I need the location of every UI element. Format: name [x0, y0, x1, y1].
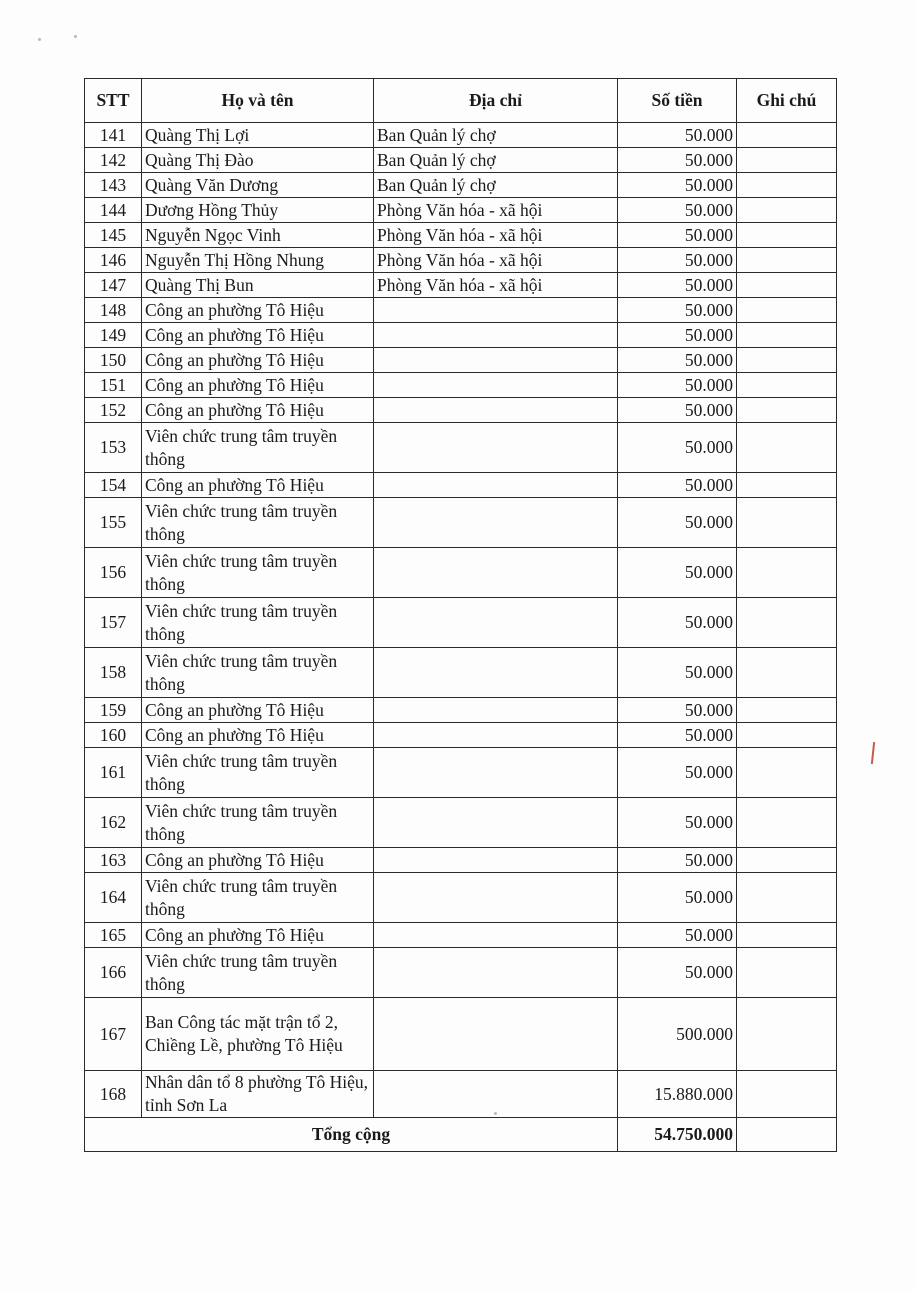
row-name: Viên chức trung tâm truyền thông	[142, 423, 374, 473]
row-stt: 161	[85, 748, 142, 798]
row-name: Nguyễn Ngọc Vinh	[142, 223, 374, 248]
table-row	[85, 298, 837, 323]
row-amount: 50.000	[618, 323, 737, 348]
row-amount: 50.000	[618, 473, 737, 498]
row-amount: 50.000	[618, 273, 737, 298]
table-row	[85, 873, 837, 923]
row-name: Công an phường Tô Hiệu	[142, 723, 374, 748]
row-note	[737, 748, 837, 798]
row-note	[737, 348, 837, 373]
table-row	[85, 923, 837, 948]
row-stt: 150	[85, 348, 142, 373]
row-amount: 50.000	[618, 498, 737, 548]
row-amount: 15.880.000	[618, 1071, 737, 1118]
row-address	[374, 873, 618, 923]
donation-table	[84, 78, 837, 1152]
row-stt: 154	[85, 473, 142, 498]
table-row	[85, 648, 837, 698]
table-row	[85, 1071, 837, 1118]
row-name: Quàng Thị Bun	[142, 273, 374, 298]
header-address: Địa chỉ	[374, 79, 618, 123]
row-name: Công an phường Tô Hiệu	[142, 323, 374, 348]
row-name: Công an phường Tô Hiệu	[142, 473, 374, 498]
row-note	[737, 598, 837, 648]
row-stt: 141	[85, 123, 142, 148]
scan-speck	[74, 35, 77, 38]
row-amount: 50.000	[618, 173, 737, 198]
total-label: Tổng cộng	[85, 1118, 618, 1152]
row-amount: 50.000	[618, 348, 737, 373]
row-note	[737, 998, 837, 1071]
row-address	[374, 1071, 618, 1118]
row-name: Nhân dân tổ 8 phường Tô Hiệu, tỉnh Sơn La	[142, 1071, 374, 1118]
row-name: Quàng Văn Dương	[142, 173, 374, 198]
row-amount: 50.000	[618, 248, 737, 273]
row-address	[374, 748, 618, 798]
row-stt: 145	[85, 223, 142, 248]
row-address	[374, 948, 618, 998]
row-note	[737, 498, 837, 548]
row-name: Công an phường Tô Hiệu	[142, 348, 374, 373]
row-address	[374, 798, 618, 848]
table-row	[85, 473, 837, 498]
row-note	[737, 123, 837, 148]
row-note	[737, 173, 837, 198]
row-amount: 50.000	[618, 598, 737, 648]
row-name: Viên chức trung tâm truyền thông	[142, 598, 374, 648]
row-amount: 50.000	[618, 223, 737, 248]
table-row	[85, 798, 837, 848]
row-address: Phòng Văn hóa - xã hội	[374, 198, 618, 223]
table-row	[85, 323, 837, 348]
total-note-cell	[737, 1118, 837, 1152]
row-note	[737, 273, 837, 298]
row-stt: 157	[85, 598, 142, 648]
row-note	[737, 648, 837, 698]
total-amount: 54.750.000	[618, 1118, 737, 1152]
row-stt: 152	[85, 398, 142, 423]
row-address	[374, 698, 618, 723]
row-amount: 50.000	[618, 548, 737, 598]
header-stt: STT	[85, 79, 142, 123]
header-name: Họ và tên	[142, 79, 374, 123]
row-address	[374, 648, 618, 698]
row-address	[374, 348, 618, 373]
table-row	[85, 948, 837, 998]
table-row	[85, 423, 837, 473]
row-amount: 50.000	[618, 923, 737, 948]
table-header-row	[85, 79, 837, 123]
row-amount: 50.000	[618, 723, 737, 748]
row-amount: 50.000	[618, 123, 737, 148]
row-stt: 160	[85, 723, 142, 748]
row-amount: 50.000	[618, 298, 737, 323]
row-amount: 50.000	[618, 373, 737, 398]
row-address: Ban Quản lý chợ	[374, 173, 618, 198]
row-address: Phòng Văn hóa - xã hội	[374, 248, 618, 273]
row-name: Viên chức trung tâm truyền thông	[142, 648, 374, 698]
row-name: Viên chức trung tâm truyền thông	[142, 498, 374, 548]
table-row	[85, 398, 837, 423]
row-name: Viên chức trung tâm truyền thông	[142, 873, 374, 923]
row-name: Công an phường Tô Hiệu	[142, 848, 374, 873]
row-note	[737, 948, 837, 998]
row-amount: 50.000	[618, 198, 737, 223]
row-name: Công an phường Tô Hiệu	[142, 298, 374, 323]
table-row	[85, 548, 837, 598]
row-name: Công an phường Tô Hiệu	[142, 698, 374, 723]
scan-speck	[38, 38, 41, 41]
table-row	[85, 998, 837, 1071]
row-stt: 147	[85, 273, 142, 298]
table-row	[85, 698, 837, 723]
row-address	[374, 398, 618, 423]
row-name: Ban Công tác mặt trận tổ 2, Chiềng Lề, phường Tô Hiệu	[142, 998, 374, 1071]
table-row	[85, 498, 837, 548]
scan-speck	[494, 1112, 497, 1115]
row-note	[737, 423, 837, 473]
row-note	[737, 323, 837, 348]
row-note	[737, 198, 837, 223]
row-stt: 146	[85, 248, 142, 273]
row-address	[374, 473, 618, 498]
table-row	[85, 248, 837, 273]
table-row	[85, 348, 837, 373]
row-note	[737, 398, 837, 423]
row-note	[737, 548, 837, 598]
row-address	[374, 498, 618, 548]
row-name: Công an phường Tô Hiệu	[142, 373, 374, 398]
row-address	[374, 923, 618, 948]
row-amount: 50.000	[618, 873, 737, 923]
table-row	[85, 598, 837, 648]
row-note	[737, 148, 837, 173]
row-stt: 167	[85, 998, 142, 1071]
table-row	[85, 273, 837, 298]
row-name: Viên chức trung tâm truyền thông	[142, 798, 374, 848]
row-stt: 166	[85, 948, 142, 998]
row-note	[737, 298, 837, 323]
row-note	[737, 223, 837, 248]
row-amount: 50.000	[618, 648, 737, 698]
row-name: Viên chức trung tâm truyền thông	[142, 548, 374, 598]
row-stt: 168	[85, 1071, 142, 1118]
row-stt: 148	[85, 298, 142, 323]
row-stt: 143	[85, 173, 142, 198]
row-name: Quàng Thị Lợi	[142, 123, 374, 148]
table-row	[85, 373, 837, 398]
row-name: Viên chức trung tâm truyền thông	[142, 748, 374, 798]
row-amount: 50.000	[618, 748, 737, 798]
table-row	[85, 123, 837, 148]
row-stt: 164	[85, 873, 142, 923]
row-amount: 50.000	[618, 798, 737, 848]
row-stt: 162	[85, 798, 142, 848]
row-stt: 163	[85, 848, 142, 873]
table-body	[85, 123, 837, 1118]
row-note	[737, 1071, 837, 1118]
row-note	[737, 798, 837, 848]
row-note	[737, 248, 837, 273]
table-row	[85, 748, 837, 798]
total-row	[85, 1118, 837, 1152]
row-stt: 159	[85, 698, 142, 723]
row-stt: 153	[85, 423, 142, 473]
row-address: Ban Quản lý chợ	[374, 148, 618, 173]
row-amount: 50.000	[618, 423, 737, 473]
row-name: Viên chức trung tâm truyền thông	[142, 948, 374, 998]
row-address	[374, 548, 618, 598]
row-name: Công an phường Tô Hiệu	[142, 923, 374, 948]
row-name: Quàng Thị Đào	[142, 148, 374, 173]
row-address	[374, 373, 618, 398]
row-name: Dương Hồng Thủy	[142, 198, 374, 223]
row-note	[737, 848, 837, 873]
row-name: Nguyễn Thị Hồng Nhung	[142, 248, 374, 273]
row-name: Công an phường Tô Hiệu	[142, 398, 374, 423]
row-address	[374, 598, 618, 648]
row-stt: 149	[85, 323, 142, 348]
row-address: Phòng Văn hóa - xã hội	[374, 223, 618, 248]
row-address	[374, 298, 618, 323]
table-row	[85, 148, 837, 173]
row-stt: 156	[85, 548, 142, 598]
row-note	[737, 923, 837, 948]
row-stt: 165	[85, 923, 142, 948]
row-address	[374, 423, 618, 473]
row-address	[374, 848, 618, 873]
row-amount: 50.000	[618, 698, 737, 723]
row-amount: 50.000	[618, 948, 737, 998]
row-stt: 155	[85, 498, 142, 548]
row-note	[737, 698, 837, 723]
row-address	[374, 998, 618, 1071]
row-amount: 50.000	[618, 398, 737, 423]
table-row	[85, 173, 837, 198]
row-note	[737, 873, 837, 923]
row-amount: 50.000	[618, 148, 737, 173]
row-stt: 142	[85, 148, 142, 173]
row-note	[737, 723, 837, 748]
row-amount: 50.000	[618, 848, 737, 873]
row-stt: 144	[85, 198, 142, 223]
row-address	[374, 323, 618, 348]
header-note: Ghi chú	[737, 79, 837, 123]
red-pen-mark	[871, 742, 875, 764]
table-row	[85, 223, 837, 248]
row-note	[737, 373, 837, 398]
header-amount: Số tiền	[618, 79, 737, 123]
row-amount: 500.000	[618, 998, 737, 1071]
row-address: Phòng Văn hóa - xã hội	[374, 273, 618, 298]
table-row	[85, 198, 837, 223]
row-stt: 151	[85, 373, 142, 398]
row-address: Ban Quản lý chợ	[374, 123, 618, 148]
table-row	[85, 723, 837, 748]
row-stt: 158	[85, 648, 142, 698]
row-address	[374, 723, 618, 748]
table-row	[85, 848, 837, 873]
row-note	[737, 473, 837, 498]
